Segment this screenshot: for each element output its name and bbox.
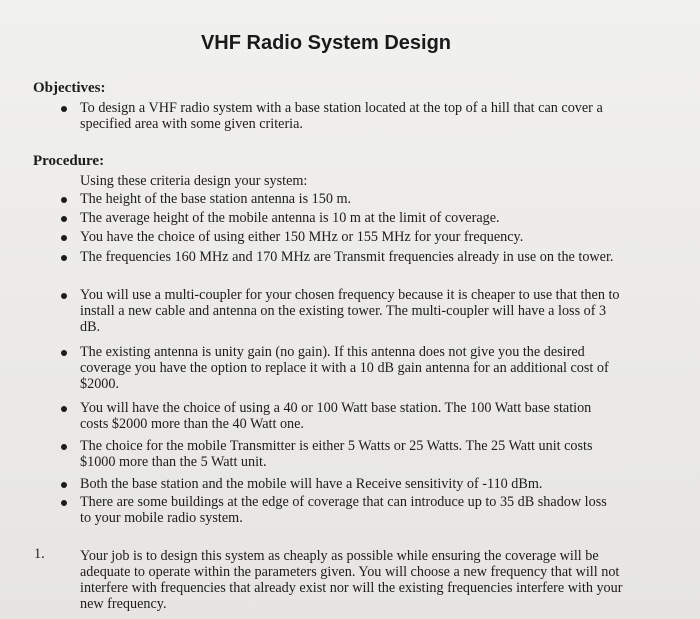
objective-item: To design a VHF radio system with a base station located at the top of a hill that can cover a specified area with some given criteria. (80, 100, 603, 132)
page-title: VHF Radio System Design (200, 32, 452, 54)
bullet-dot (61, 197, 67, 203)
objectives-heading: Objectives: (33, 80, 106, 96)
procedure-item: You will have the choice of using a 40 or 100 Watt base station. The 100 Watt base station costs $2000 more than the 40 Watt one. (80, 400, 592, 432)
bullet-dot (61, 444, 67, 450)
procedure-item: You will use a multi-coupler for your chosen frequency because it is cheaper to use that then to install a new cable and antenna on the existing tower. The multi-coupler will have a loss of 3 dB. (80, 287, 620, 335)
bullet-dot (61, 482, 67, 488)
procedure-item: The average height of the mobile antenna is 10 m at the limit of coverage. (80, 210, 500, 226)
bullet-dot (61, 406, 67, 412)
procedure-item: You have the choice of using either 150 MHz or 155 MHz for your frequency. (80, 229, 524, 245)
procedure-heading: Procedure: (33, 153, 105, 169)
bullet-dot (61, 293, 67, 299)
bullet-dot (61, 255, 67, 261)
procedure-item: The height of the base station antenna is 150 m. (80, 191, 352, 207)
procedure-item: There are some buildings at the edge of coverage that can introduce up to 35 dB shadow loss to your mobile radio system. (80, 494, 607, 526)
procedure-item: Both the base station and the mobile will have a Receive sensitivity of -110 dBm. (80, 476, 543, 492)
bullet-dot (61, 106, 67, 112)
bullet-dot (61, 350, 67, 356)
procedure-item: The choice for the mobile Transmitter is either 5 Watts or 25 Watts. The 25 Watt unit costs $1000 more than the 5 Watt unit. (80, 438, 593, 470)
task-number: 1. (34, 546, 45, 562)
procedure-item: The frequencies 160 MHz and 170 MHz are Transmit frequencies already in use on the tower. (80, 249, 614, 265)
procedure-intro: Using these criteria design your system: (80, 173, 308, 189)
task-text: Your job is to design this system as cheaply as possible while ensuring the coverage will be adequate to operate within the parameters given. You will choose a new frequency that will not interfere with frequencies that already exist nor will the existing frequencies interfere with your new frequency. (80, 548, 623, 612)
bullet-dot (61, 216, 67, 222)
bullet-dot (61, 235, 67, 241)
procedure-item: The existing antenna is unity gain (no gain). If this antenna does not give you the desired coverage you have the option to replace it with a 10 dB gain antenna for an additional cost of $2000. (80, 344, 609, 392)
bullet-dot (61, 500, 67, 506)
